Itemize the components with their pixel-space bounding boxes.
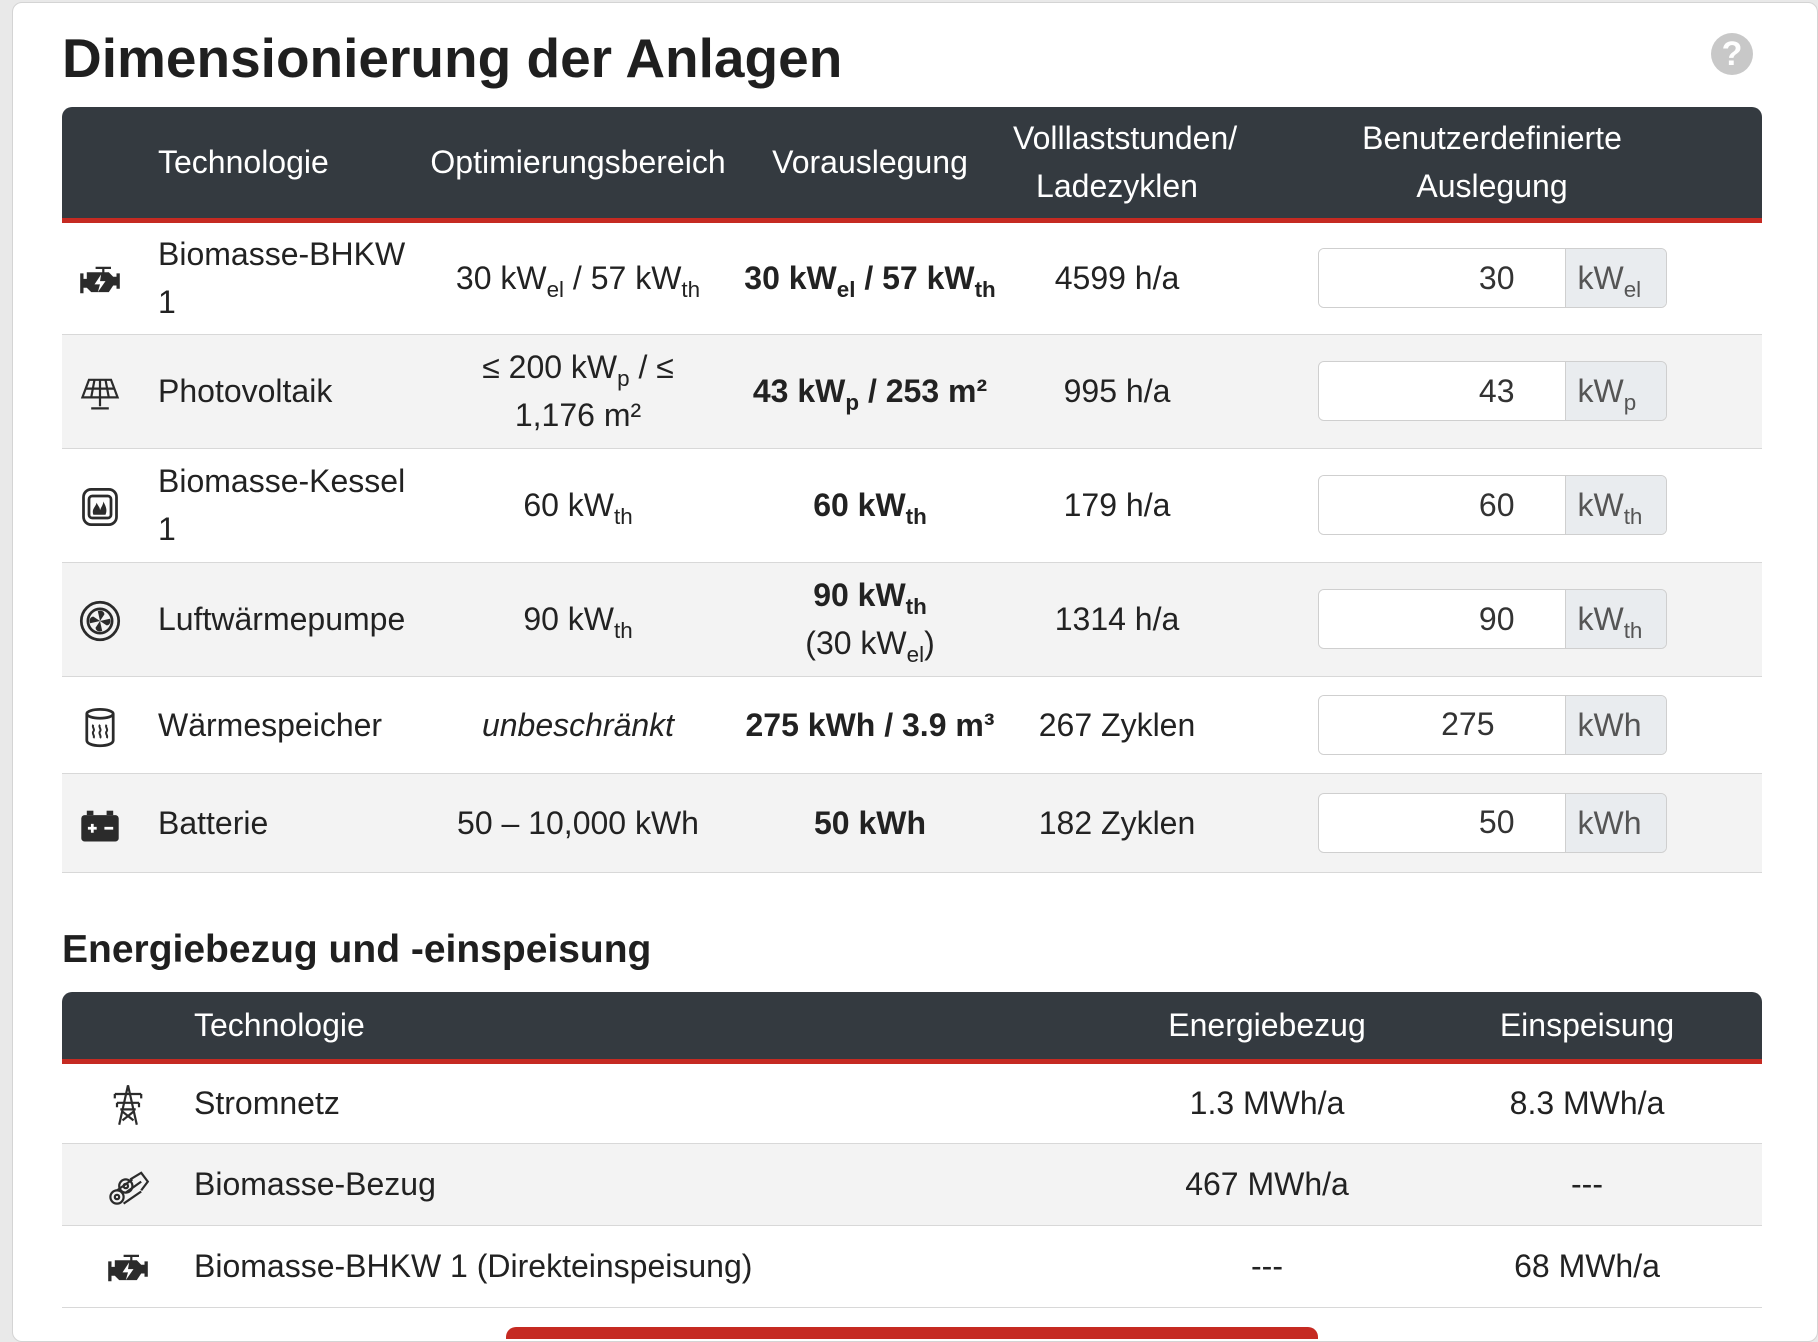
hours-value: 4599 h/a <box>1012 220 1222 334</box>
header-hours: Volllaststunden/ Ladezyklen <box>1012 107 1222 220</box>
tech-name: Luftwärmepumpe <box>138 562 428 676</box>
unit-label: $kW_p$ <box>1565 362 1666 420</box>
preliminary-value: 30 $kW_{el} / 57$ $kW_{th}$ <box>728 220 1012 334</box>
next-section-header-edge <box>506 1327 1318 1339</box>
range-value: ≤ 200 $kW_p$ / ≤ 1,176 m² <box>428 334 728 448</box>
table-row <box>62 220 1762 334</box>
table-row <box>62 1143 1762 1225</box>
unit-label: kWh <box>1565 696 1666 754</box>
table-row <box>62 448 1762 562</box>
header-preliminary: Vorauslegung <box>728 107 1012 220</box>
header-technology: Technologie <box>194 992 1122 1061</box>
custom-cell <box>1222 562 1762 676</box>
preliminary-value: 275 kWh / 3.9 m³ <box>728 676 1012 773</box>
unit-label: $kW_{th}$ <box>1565 476 1666 534</box>
header-icon-col <box>62 992 194 1061</box>
export-value: 68 MWh/a <box>1412 1225 1762 1307</box>
hours-value: 179 h/a <box>1012 448 1222 562</box>
table-row <box>62 1225 1762 1307</box>
tech-name: Photovoltaik <box>138 334 428 448</box>
custom-input-group <box>1318 361 1667 421</box>
hours-value: 1314 h/a <box>1012 562 1222 676</box>
header-import: Energiebezug <box>1122 992 1412 1061</box>
table-row <box>62 562 1762 676</box>
custom-cell <box>1222 676 1762 773</box>
custom-cell <box>1222 334 1762 448</box>
preliminary-value: 50 kWh <box>728 773 1012 872</box>
chp-engine-icon <box>62 220 138 334</box>
tech-name: Biomasse-Kessel 1 <box>138 448 428 562</box>
table-row <box>62 334 1762 448</box>
custom-cell <box>1222 773 1762 872</box>
heat-pump-icon <box>62 562 138 676</box>
energy-table <box>62 992 1762 1308</box>
custom-size-input[interactable] <box>1319 590 1565 648</box>
import-value: 467 MWh/a <box>1122 1143 1412 1225</box>
unit-label: $kW_{th}$ <box>1565 590 1666 648</box>
custom-size-input[interactable] <box>1319 794 1565 852</box>
tech-name: Biomasse-Bezug <box>194 1143 1122 1225</box>
custom-size-input[interactable] <box>1319 249 1565 307</box>
page-title: Dimensionierung der Anlagen <box>62 27 843 89</box>
help-icon[interactable]: ? <box>1711 33 1753 75</box>
import-value: 1.3 MWh/a <box>1122 1061 1412 1143</box>
export-value: 8.3 MWh/a <box>1412 1061 1762 1143</box>
header-export: Einspeisung <box>1412 992 1762 1061</box>
tech-name: Wärmespeicher <box>138 676 428 773</box>
biomass-boiler-icon <box>62 448 138 562</box>
range-value: 90 $kW_{th}$ <box>428 562 728 676</box>
hours-value: 995 h/a <box>1012 334 1222 448</box>
solar-panel-icon <box>62 334 138 448</box>
power-pylon-icon <box>62 1061 194 1143</box>
custom-input-group <box>1318 589 1667 649</box>
custom-input-group <box>1318 248 1667 308</box>
import-value: --- <box>1122 1225 1412 1307</box>
hours-value: 267 Zyklen <box>1012 676 1222 773</box>
hours-value: 182 Zyklen <box>1012 773 1222 872</box>
custom-size-input[interactable] <box>1319 362 1565 420</box>
tech-name: Batterie <box>138 773 428 872</box>
battery-icon <box>62 773 138 872</box>
header-custom: Benutzerdefinierte Auslegung <box>1222 107 1762 220</box>
header-range: Optimierungsbereich <box>428 107 728 220</box>
table-row <box>62 773 1762 872</box>
custom-size-input[interactable] <box>1319 696 1565 754</box>
export-value: --- <box>1412 1143 1762 1225</box>
custom-input-group <box>1318 475 1667 535</box>
custom-input-group <box>1318 793 1667 853</box>
custom-cell <box>1222 220 1762 334</box>
preliminary-value: 90 $kW_{th}$ (30 $kW_{el}$) <box>728 562 1012 676</box>
chp-engine-icon <box>62 1225 194 1307</box>
range-value: unbeschränkt <box>428 676 728 773</box>
preliminary-value: 43 $kW_p / 253$ m² <box>728 334 1012 448</box>
header-technology: Technologie <box>138 107 428 220</box>
custom-cell <box>1222 448 1762 562</box>
range-value: 30 $kW_{el} / 57$ $kW_{th}$ <box>428 220 728 334</box>
unit-label: $kW_{el}$ <box>1565 249 1666 307</box>
tech-name: Stromnetz <box>194 1061 1122 1143</box>
table-row <box>62 676 1762 773</box>
wood-logs-icon <box>62 1143 194 1225</box>
custom-size-input[interactable] <box>1319 476 1565 534</box>
tech-name: Biomasse-BHKW 1 (Direkteinspeisung) <box>194 1225 1122 1307</box>
heat-storage-icon <box>62 676 138 773</box>
custom-input-group <box>1318 695 1667 755</box>
header-icon-col <box>62 107 138 220</box>
range-value: 60 $kW_{th}$ <box>428 448 728 562</box>
preliminary-value: 60 $kW_{th}$ <box>728 448 1012 562</box>
range-value: 50 – 10,000 kWh <box>428 773 728 872</box>
section-title-energy: Energiebezug und -einspeisung <box>62 928 652 971</box>
unit-label: kWh <box>1565 794 1666 852</box>
table-row <box>62 1061 1762 1143</box>
sizing-table <box>62 107 1762 873</box>
tech-name: Biomasse-BHKW 1 <box>138 220 428 334</box>
